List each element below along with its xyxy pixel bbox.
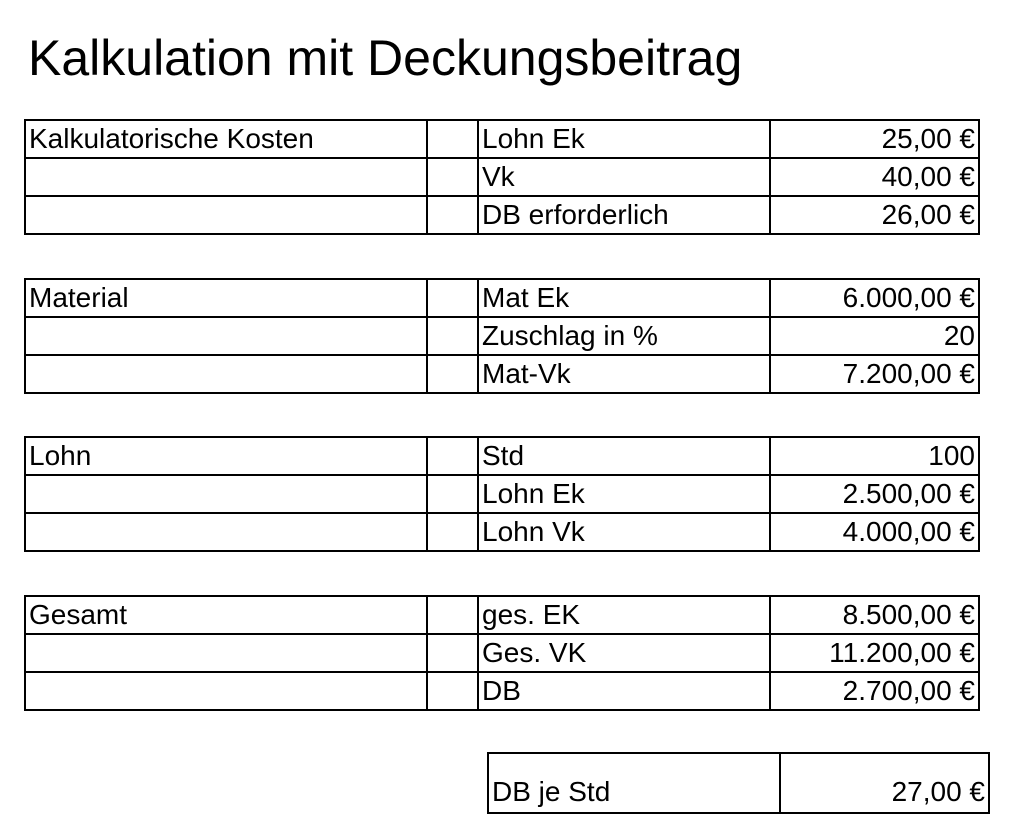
row-value[interactable]: 4.000,00 € xyxy=(770,513,979,551)
row-label[interactable]: Std xyxy=(478,437,770,475)
empty-cell[interactable] xyxy=(25,634,427,672)
row-value[interactable]: 26,00 € xyxy=(770,196,979,234)
table-row xyxy=(25,513,979,551)
empty-cell[interactable] xyxy=(427,672,478,710)
section-material xyxy=(24,278,980,394)
table-row xyxy=(25,437,979,475)
section-kalkulatorische-kosten xyxy=(24,119,980,235)
row-value[interactable]: 8.500,00 € xyxy=(770,596,979,634)
empty-cell[interactable] xyxy=(25,196,427,234)
row-value[interactable]: 11.200,00 € xyxy=(770,634,979,672)
section-name[interactable]: Gesamt xyxy=(25,596,427,634)
table-row xyxy=(25,196,979,234)
empty-cell[interactable] xyxy=(25,513,427,551)
empty-cell[interactable] xyxy=(427,475,478,513)
row-value[interactable]: 40,00 € xyxy=(770,158,979,196)
row-label[interactable]: Lohn Vk xyxy=(478,513,770,551)
section-gesamt xyxy=(24,595,980,711)
table-row xyxy=(25,672,979,710)
empty-cell[interactable] xyxy=(25,158,427,196)
empty-cell[interactable] xyxy=(427,120,478,158)
row-label[interactable]: Mat Ek xyxy=(478,279,770,317)
row-label[interactable]: Lohn Ek xyxy=(478,475,770,513)
row-label[interactable]: Ges. VK xyxy=(478,634,770,672)
row-value[interactable]: 2.500,00 € xyxy=(770,475,979,513)
row-label[interactable]: ges. EK xyxy=(478,596,770,634)
row-value[interactable]: 7.200,00 € xyxy=(770,355,979,393)
empty-cell[interactable] xyxy=(427,317,478,355)
row-label[interactable]: DB erforderlich xyxy=(478,196,770,234)
table-row xyxy=(25,158,979,196)
empty-cell[interactable] xyxy=(427,596,478,634)
row-label[interactable]: Vk xyxy=(478,158,770,196)
row-value[interactable]: 20 xyxy=(770,317,979,355)
empty-cell[interactable] xyxy=(25,475,427,513)
empty-cell[interactable] xyxy=(25,672,427,710)
section-lohn xyxy=(24,436,980,552)
row-value[interactable]: 6.000,00 € xyxy=(770,279,979,317)
table-row xyxy=(25,475,979,513)
table-row xyxy=(25,279,979,317)
table-row xyxy=(25,596,979,634)
section-name[interactable]: Lohn xyxy=(25,437,427,475)
summary-value[interactable]: 27,00 € xyxy=(780,753,989,813)
table-row xyxy=(25,634,979,672)
row-value[interactable]: 2.700,00 € xyxy=(770,672,979,710)
table-row xyxy=(25,120,979,158)
row-label[interactable]: DB xyxy=(478,672,770,710)
empty-cell[interactable] xyxy=(427,196,478,234)
section-name[interactable]: Kalkulatorische Kosten xyxy=(25,120,427,158)
row-value[interactable]: 100 xyxy=(770,437,979,475)
summary-table xyxy=(487,752,990,814)
page-title: Kalkulation mit Deckungsbeitrag xyxy=(28,30,743,86)
section-name[interactable]: Material xyxy=(25,279,427,317)
row-label[interactable]: Mat-Vk xyxy=(478,355,770,393)
table-row xyxy=(25,317,979,355)
table-row xyxy=(488,753,989,813)
row-label[interactable]: Lohn Ek xyxy=(478,120,770,158)
row-value[interactable]: 25,00 € xyxy=(770,120,979,158)
row-label[interactable]: Zuschlag in % xyxy=(478,317,770,355)
empty-cell[interactable] xyxy=(25,355,427,393)
empty-cell[interactable] xyxy=(427,355,478,393)
summary-label[interactable]: DB je Std xyxy=(488,753,780,813)
table-row xyxy=(25,355,979,393)
empty-cell[interactable] xyxy=(427,437,478,475)
empty-cell[interactable] xyxy=(427,513,478,551)
empty-cell[interactable] xyxy=(427,634,478,672)
empty-cell[interactable] xyxy=(25,317,427,355)
empty-cell[interactable] xyxy=(427,279,478,317)
empty-cell[interactable] xyxy=(427,158,478,196)
